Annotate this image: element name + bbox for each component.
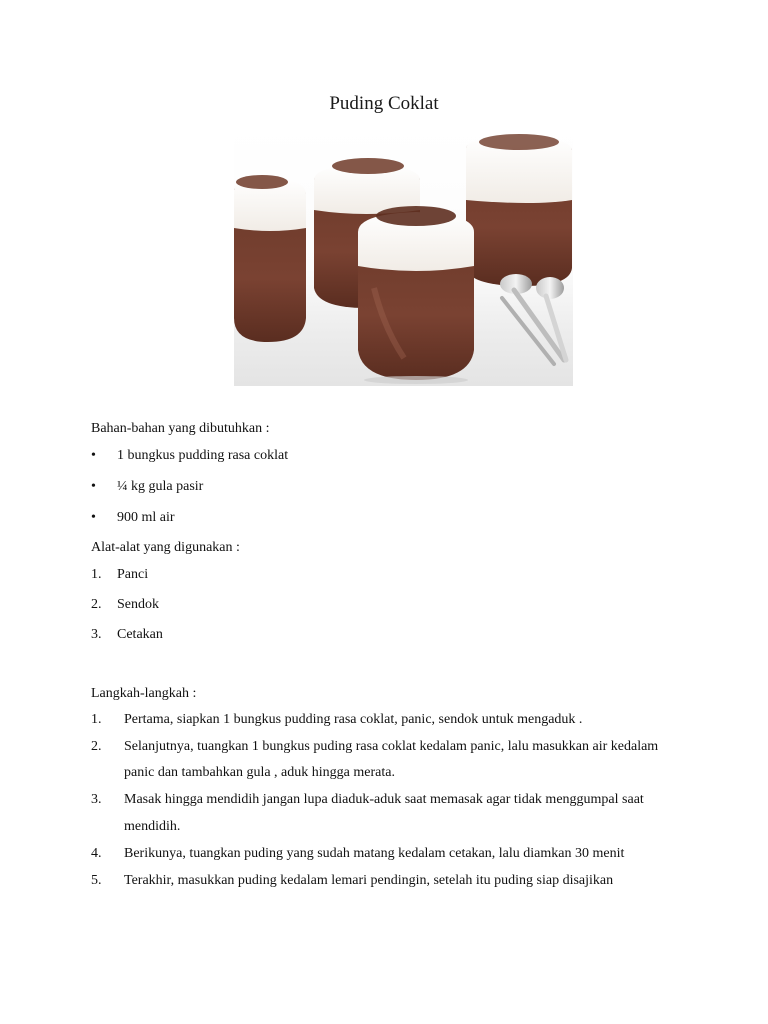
step-text: Masak hingga mendidih jangan lupa diaduk-aduk saat memasak agar tidak menggumpal saat (124, 792, 644, 807)
pudding-photo (234, 128, 573, 386)
list-number: 1. (91, 712, 102, 727)
step-text: Terakhir, masukkan puding kedalam lemari pendingin, setelah itu puding siap disajikan (124, 873, 614, 888)
ingredient-text: ¼ kg gula pasir (117, 479, 204, 494)
tool-text: Cetakan (117, 627, 163, 642)
tools-heading: Alat-alat yang digunakan : (91, 540, 240, 555)
list-number: 5. (91, 873, 102, 888)
tool-text: Panci (117, 567, 149, 582)
step-text: Selanjutnya, tuangkan 1 bungkus puding rasa coklat kedalam panic, lalu masukkan air kedalam (124, 739, 659, 754)
list-number: 3. (91, 627, 102, 642)
list-number: 2. (91, 739, 102, 754)
bullet-marker: • (91, 510, 96, 525)
ingredient-text: 1 bungkus pudding rasa coklat (117, 448, 289, 463)
bullet-marker: • (91, 448, 96, 463)
list-number: 3. (91, 792, 102, 807)
step-text: Pertama, siapkan 1 bungkus pudding rasa coklat, panic, sendok untuk mengaduk . (124, 712, 583, 727)
step-text-continued: panic dan tambahkan gula , aduk hingga merata. (124, 765, 395, 780)
list-number: 4. (91, 846, 102, 861)
list-number: 2. (91, 597, 102, 612)
ingredients-heading: Bahan-bahan yang dibutuhkan : (91, 421, 270, 436)
list-number: 1. (91, 567, 102, 582)
step-text: Berikunya, tuangkan puding yang sudah matang kedalam cetakan, lalu diamkan 30 menit (124, 846, 625, 861)
tool-text: Sendok (117, 597, 159, 612)
step-text-continued: mendidih. (124, 819, 181, 834)
ingredient-text: 900 ml air (117, 510, 175, 525)
steps-heading: Langkah-langkah : (91, 686, 197, 701)
bullet-marker: • (91, 479, 96, 494)
page-title: Puding Coklat (329, 93, 439, 114)
